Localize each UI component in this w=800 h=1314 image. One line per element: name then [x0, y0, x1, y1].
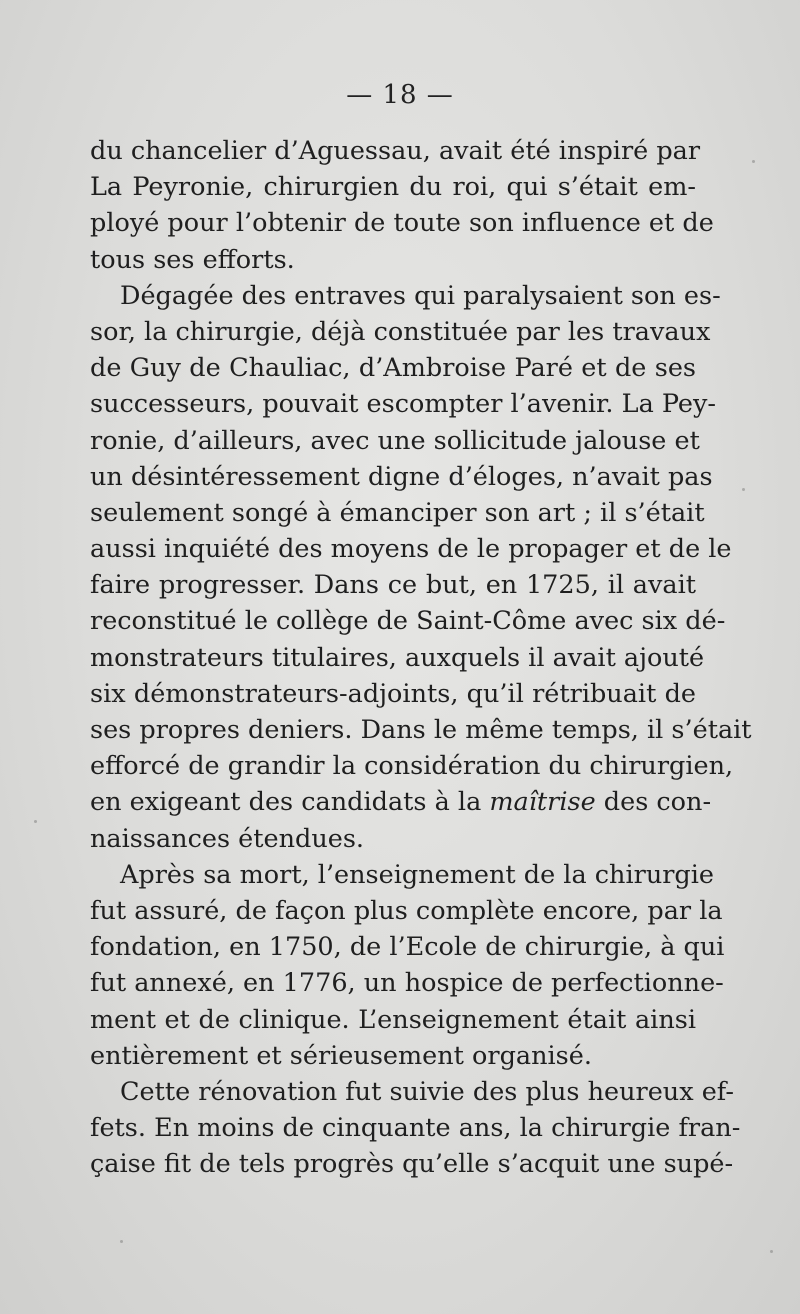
print-speck — [752, 160, 755, 163]
text-line: tous ses efforts. — [90, 244, 295, 275]
text-line: ronie, d’ailleurs, avec une sollicitude jalouse et — [90, 425, 700, 456]
text-line: ses propres deniers. Dans le même temps, il s’était — [90, 715, 752, 745]
text-line: çaise fit de tels progrès qu’elle s’acquit une supé- — [90, 1149, 734, 1180]
text-line: La Peyronie, chirurgien du roi, qui s’était em- — [90, 172, 696, 203]
text-line: six démonstrateurs-adjoints, qu’il rétribuait de — [90, 678, 696, 709]
text-run: des con- — [595, 787, 712, 818]
text-line: naissances étendues. — [90, 823, 365, 854]
print-speck — [34, 820, 37, 823]
text-line: ployé pour l’obtenir de toute son influence et de — [90, 208, 714, 239]
text-run: en exigeant des candidats à la — [90, 787, 490, 818]
text-line: un désintéressement digne d’éloges, n’avait pas — [90, 461, 713, 492]
text-line: seulement songé à émanciper son art ; il s’était — [90, 497, 705, 528]
page-number: — 18 — — [346, 80, 454, 110]
text-line: ment et de clinique. L’enseignement était ainsi — [90, 1004, 696, 1035]
text-line: Dégagée des entraves qui paralysaient son es- — [120, 280, 721, 311]
print-speck — [742, 488, 745, 491]
print-speck — [770, 1250, 773, 1253]
print-speck — [120, 1240, 123, 1243]
text-line: fut annexé, en 1776, un hospice de perfectionne- — [90, 968, 724, 999]
text-line: fut assuré, de façon plus complète encore, par la — [90, 895, 723, 926]
text-line: faire progresser. Dans ce but, en 1725, il avait — [90, 570, 696, 601]
text-line: fondation, en 1750, de l’Ecole de chirurgie, à qui — [90, 932, 725, 963]
text-line: entièrement et sérieusement organisé. — [90, 1040, 592, 1071]
italic-word: maîtrise — [489, 787, 596, 818]
text-line: monstrateurs titulaires, auxquels il avait ajouté — [90, 642, 705, 673]
text-line: efforcé de grandir la considération du chirurgien, — [90, 751, 734, 782]
text-line-with-italic — [90, 784, 712, 820]
text-line: Après sa mort, l’enseignement de la chirurgie — [120, 859, 714, 890]
text-line: de Guy de Chauliac, d’Ambroise Paré et de ses — [90, 353, 696, 384]
body-text — [90, 133, 752, 1182]
text-line: aussi inquiété des moyens de le propager et de le — [90, 534, 732, 565]
text-line: fets. En moins de cinquante ans, la chirurgie fran- — [90, 1113, 741, 1144]
text-line: successeurs, pouvait escompter l’avenir. La Pey- — [90, 389, 717, 420]
text-line: sor, la chirurgie, déjà constituée par les travaux — [90, 316, 711, 347]
text-line: du chancelier d’Aguessau, avait été inspiré par — [90, 136, 701, 166]
text-line: Cette rénovation fut suivie des plus heureux ef- — [120, 1076, 734, 1107]
text-line: reconstitué le collège de Saint-Côme avec six dé- — [90, 606, 726, 637]
